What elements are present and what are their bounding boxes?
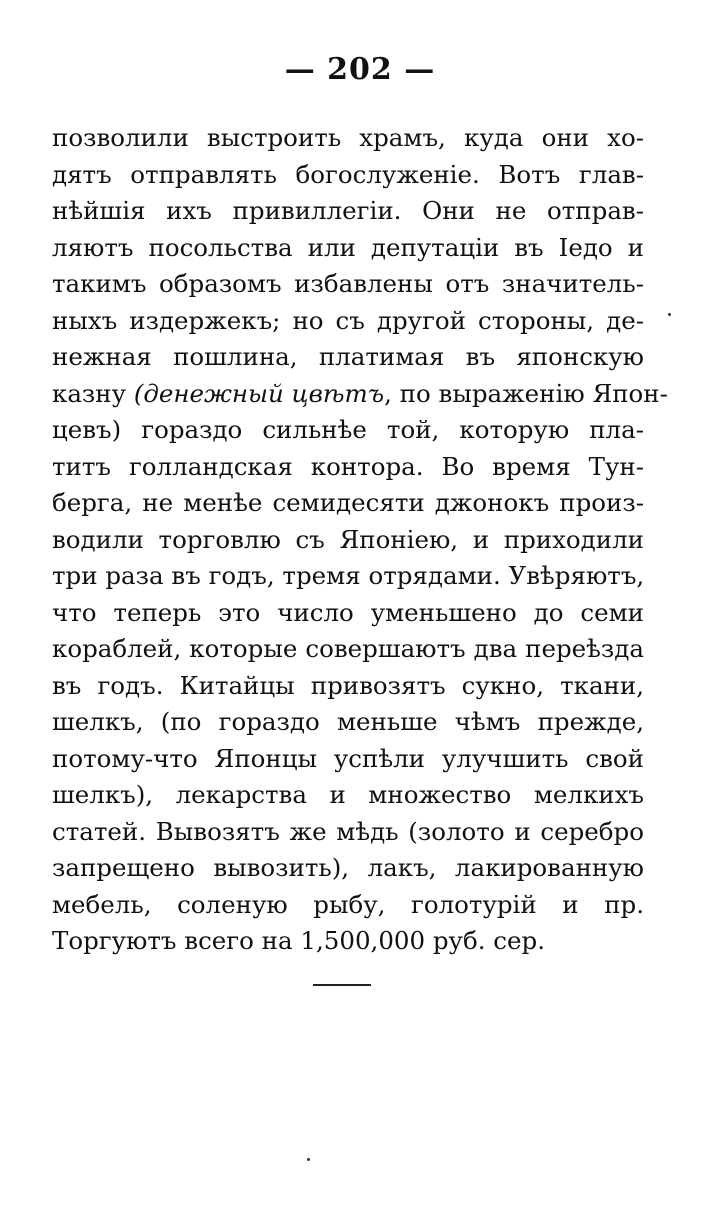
text-line: въ годъ. Китайцы привозятъ сукно, ткани, — [52, 670, 644, 700]
print-speck — [668, 313, 671, 316]
text-line: нѣйшiя ихъ привиллегiи. Они не отправ- — [52, 196, 644, 225]
text-line: цевъ) гораздо сильнѣе той, которую пла- — [52, 415, 644, 444]
text-fragment: казну — [52, 378, 134, 408]
text-line: дятъ отправлять богослуженiе. Вотъ глав- — [52, 159, 644, 189]
text-line: что теперь это число уменьшено до семи — [52, 597, 644, 627]
text-line: Торгуютъ всего на 1,500,000 руб. сер. — [52, 926, 545, 955]
italic-phrase: (денежный цвѣтъ — [133, 378, 385, 408]
text-line: водили торговлю съ Японiею, и приходили — [52, 524, 644, 554]
text-line — [52, 376, 668, 413]
text-line: кораблей, которые совершаютъ два переѣзда — [52, 634, 644, 663]
text-line: запрещено вывозить), лакъ, лакированную — [52, 853, 644, 882]
text-line: статей. Вывозятъ же мѣдь (золото и серебро — [52, 816, 644, 846]
text-line: ныхъ издержекъ; но съ другой стороны, де- — [52, 305, 644, 335]
page-number: — 202 — — [284, 52, 436, 87]
text-line: позволили выстроить храмъ, куда они хо- — [52, 123, 644, 152]
text-fragment: , по выраженiю Япон- — [384, 378, 668, 408]
text-line: нежная пошлина, платимая въ японскую — [52, 342, 644, 371]
text-line: шелкъ), лекарства и множество мелкихъ — [52, 780, 644, 809]
text-line: потому-что Японцы успѣли улучшить свой — [52, 743, 644, 773]
text-line: ляютъ посольства или депутацiи въ Iедо и — [52, 232, 644, 262]
text-line: три раза въ годъ, тремя отрядами. Увѣряютъ, — [52, 561, 645, 590]
text-line: титъ голландская контора. Во время Тун- — [52, 451, 644, 481]
text-line: берга, не менѣе семидесяти джонокъ произ- — [52, 488, 644, 517]
print-speck — [307, 1158, 310, 1161]
text-line: шелкъ, (по гораздо меньше чѣмъ прежде, — [52, 707, 644, 736]
section-divider — [313, 984, 371, 986]
text-line: такимъ образомъ избавлены отъ значитель- — [52, 269, 644, 298]
text-line: мебель, соленую рыбу, голотурiй и пр. — [52, 889, 644, 919]
body-text — [52, 120, 668, 960]
